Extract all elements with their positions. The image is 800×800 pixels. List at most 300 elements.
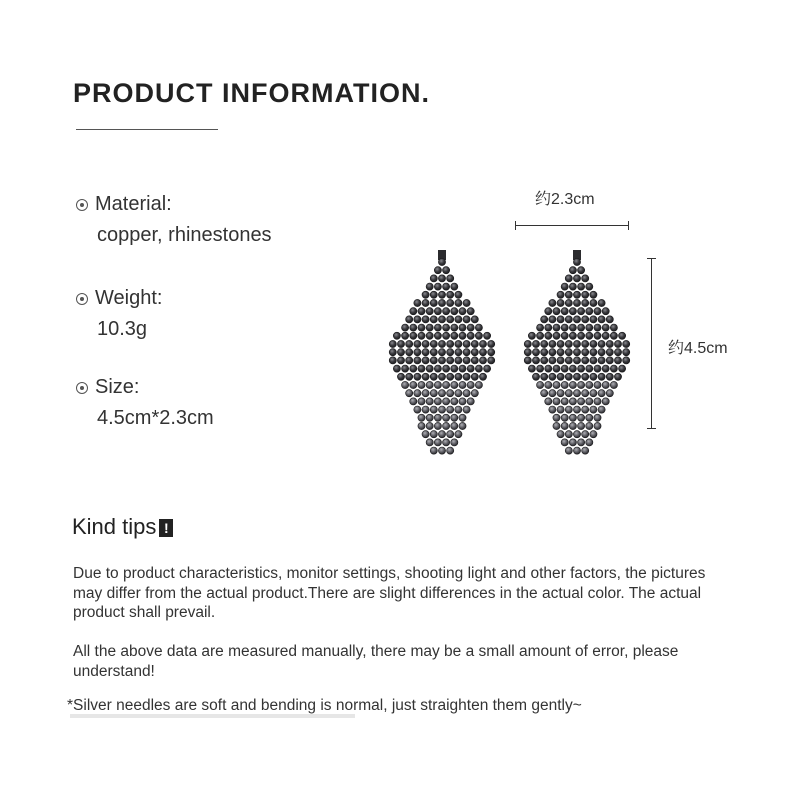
rhinestone (594, 324, 601, 331)
rhinestone (561, 308, 568, 315)
rhinestone (479, 373, 486, 380)
rhinestone (443, 365, 450, 372)
rhinestone (410, 308, 417, 315)
rhinestone (598, 373, 605, 380)
rhinestone (438, 291, 445, 298)
spec-label: Size: (95, 376, 140, 399)
rhinestone (565, 340, 572, 347)
rhinestone (573, 447, 580, 454)
rhinestone (561, 422, 568, 429)
rhinestone (406, 340, 413, 347)
rhinestone (578, 439, 585, 446)
rhinestone (606, 357, 613, 364)
rhinestone (410, 398, 417, 405)
rhinestone (422, 406, 429, 413)
rhinestone (573, 258, 580, 265)
page-title: PRODUCT INFORMATION. (73, 78, 430, 108)
rhinestone (422, 431, 429, 438)
rhinestone (443, 308, 450, 315)
rhinestone (553, 365, 560, 372)
width-dimension-label: 约2.3cm (535, 191, 595, 208)
rhinestone (488, 357, 495, 364)
rhinestone (557, 390, 564, 397)
rhinestone (434, 308, 441, 315)
rhinestone (451, 381, 458, 388)
rhinestone (479, 357, 486, 364)
rhinestone (594, 422, 601, 429)
rhinestone (582, 299, 589, 306)
rhinestone (578, 398, 585, 405)
rhinestone (389, 357, 396, 364)
rhinestone (471, 316, 478, 323)
rhinestone (418, 422, 425, 429)
rhinestone (557, 340, 564, 347)
rhinestone (524, 349, 531, 356)
rhinestone (598, 349, 605, 356)
rhinestone (565, 275, 572, 282)
rhinestone (426, 414, 433, 421)
rhinestone (578, 332, 585, 339)
rhinestone (590, 406, 597, 413)
rhinestone (573, 340, 580, 347)
rhinestone (578, 381, 585, 388)
rhinestone (397, 357, 404, 364)
rhinestone (545, 332, 552, 339)
rhinestone (393, 365, 400, 372)
rhinestone (619, 365, 626, 372)
rhinestone (475, 365, 482, 372)
rhinestone (447, 390, 454, 397)
rhinestone (467, 332, 474, 339)
rhinestone (582, 349, 589, 356)
rhinestone (578, 414, 585, 421)
rhinestone (406, 316, 413, 323)
rhinestone (443, 324, 450, 331)
rhinestone (569, 414, 576, 421)
rhinestone (573, 390, 580, 397)
rhinestone (434, 439, 441, 446)
rhinestone (402, 332, 409, 339)
rhinestone (434, 332, 441, 339)
rhinestone (418, 398, 425, 405)
rhinestone (561, 332, 568, 339)
rhinestone (426, 332, 433, 339)
rhinestone (578, 308, 585, 315)
rhinestone (414, 299, 421, 306)
rhinestone (573, 373, 580, 380)
rhinestone (545, 398, 552, 405)
rhinestone (438, 357, 445, 364)
rhinestone (598, 340, 605, 347)
rhinestone (455, 406, 462, 413)
rhinestone (582, 340, 589, 347)
rhinestone (582, 291, 589, 298)
kind-tips-heading (72, 514, 173, 540)
spec-label: Weight: (95, 287, 163, 310)
rhinestone (541, 373, 548, 380)
rhinestone (586, 308, 593, 315)
rhinestone (484, 332, 491, 339)
rhinestone (594, 398, 601, 405)
rhinestone (598, 357, 605, 364)
rhinestone (594, 332, 601, 339)
rhinestone (586, 283, 593, 290)
rhinestone (590, 431, 597, 438)
rhinestone (459, 422, 466, 429)
height-dimension-line (651, 258, 652, 429)
rhinestone (475, 381, 482, 388)
rhinestone (557, 431, 564, 438)
rhinestone (406, 390, 413, 397)
rhinestone (578, 422, 585, 429)
rhinestone (451, 308, 458, 315)
title-underline (76, 129, 218, 130)
rhinestone (447, 349, 454, 356)
rhinestone (553, 324, 560, 331)
rhinestone (594, 365, 601, 372)
rhinestone (569, 365, 576, 372)
rhinestone (471, 390, 478, 397)
rhinestone (459, 381, 466, 388)
rhinestone (582, 357, 589, 364)
rhinestone (586, 332, 593, 339)
rhinestone (578, 365, 585, 372)
rhinestone (451, 283, 458, 290)
rhinestone (459, 398, 466, 405)
rhinestone (541, 357, 548, 364)
rhinestone (598, 390, 605, 397)
rhinestone (463, 340, 470, 347)
rhinestone (614, 340, 621, 347)
rhinestone (471, 373, 478, 380)
rhinestone (414, 406, 421, 413)
rhinestone (590, 357, 597, 364)
rhinestone (471, 349, 478, 356)
rhinestone (447, 373, 454, 380)
rhinestone (447, 316, 454, 323)
rhinestone (569, 308, 576, 315)
rhinestone (443, 267, 450, 274)
rhinestone (389, 340, 396, 347)
rhinestone (569, 422, 576, 429)
spec-weight (76, 287, 162, 341)
rhinestone (561, 283, 568, 290)
rhinestone (586, 398, 593, 405)
rhinestone (463, 373, 470, 380)
rhinestone (414, 349, 421, 356)
circle-dot-icon (76, 199, 88, 211)
rhinestone (569, 283, 576, 290)
rhinestone (451, 332, 458, 339)
rhinestone (553, 381, 560, 388)
rhinestone (438, 390, 445, 397)
rhinestone (594, 308, 601, 315)
rhinestone (430, 275, 437, 282)
rhinestone (455, 291, 462, 298)
rhinestone (488, 349, 495, 356)
rhinestone (455, 299, 462, 306)
rhinestone (565, 390, 572, 397)
rhinestone (438, 316, 445, 323)
spec-value: copper, rhinestones (97, 224, 272, 247)
rhinestone (434, 414, 441, 421)
rhinestone (557, 349, 564, 356)
rhinestone (447, 291, 454, 298)
rhinestone (402, 381, 409, 388)
rhinestone (397, 373, 404, 380)
rhinestone (422, 349, 429, 356)
rhinestone (565, 316, 572, 323)
rhinestone (451, 365, 458, 372)
rhinestone (422, 340, 429, 347)
rhinestone (438, 299, 445, 306)
rhinestone (430, 406, 437, 413)
rhinestone (561, 414, 568, 421)
rhinestone (438, 431, 445, 438)
rhinestone (549, 299, 556, 306)
rhinestone (561, 365, 568, 372)
rhinestone (451, 439, 458, 446)
rhinestone (602, 324, 609, 331)
rhinestone (418, 324, 425, 331)
rhinestone (430, 390, 437, 397)
rhinestone (594, 381, 601, 388)
rhinestone (569, 439, 576, 446)
rhinestone (430, 316, 437, 323)
rhinestone (586, 381, 593, 388)
rhinestone (414, 316, 421, 323)
rhinestone (610, 332, 617, 339)
rhinestone (459, 365, 466, 372)
rhinestone (606, 316, 613, 323)
rhinestone (541, 340, 548, 347)
rhinestone (606, 349, 613, 356)
rhinestone (573, 357, 580, 364)
rhinestone (586, 414, 593, 421)
rhinestone (393, 332, 400, 339)
rhinestone (455, 340, 462, 347)
rhinestone (422, 390, 429, 397)
rhinestone (488, 340, 495, 347)
rhinestone (426, 422, 433, 429)
rhinestone (455, 316, 462, 323)
rhinestone (463, 406, 470, 413)
rhinestone (553, 414, 560, 421)
rhinestone (447, 299, 454, 306)
rhinestone (541, 390, 548, 397)
rhinestone (561, 439, 568, 446)
rhinestone (532, 357, 539, 364)
rhinestone (582, 447, 589, 454)
rhinestone (557, 357, 564, 364)
rhinestone (590, 340, 597, 347)
rhinestone (582, 390, 589, 397)
rhinestone (463, 316, 470, 323)
rhinestone (467, 381, 474, 388)
rhinestone (586, 324, 593, 331)
rhinestone (532, 373, 539, 380)
rhinestone (451, 414, 458, 421)
rhinestone (430, 447, 437, 454)
rhinestone (582, 373, 589, 380)
rhinestone (545, 381, 552, 388)
rhinestone (586, 439, 593, 446)
rhinestone (447, 357, 454, 364)
rhinestone (565, 357, 572, 364)
rhinestone (451, 324, 458, 331)
rhinestone (602, 365, 609, 372)
rhinestone (467, 365, 474, 372)
tips-paragraph: Due to product characteristics, monitor settings, shooting light and other factors, the pictures may differ from the actual product.There are slight differences in the actual color. The actual product shall prevail. (73, 565, 706, 621)
rhinestone (524, 357, 531, 364)
spec-material (76, 193, 272, 247)
rhinestone (528, 332, 535, 339)
rhinestone (598, 299, 605, 306)
rhinestone (451, 398, 458, 405)
rhinestone (528, 365, 535, 372)
rhinestone (590, 349, 597, 356)
rhinestone (434, 422, 441, 429)
rhinestone (430, 291, 437, 298)
rhinestone (557, 316, 564, 323)
rhinestone (447, 447, 454, 454)
height-dimension-label: 约4.5cm (668, 340, 728, 357)
rhinestone (438, 447, 445, 454)
rhinestone (455, 357, 462, 364)
rhinestone (549, 316, 556, 323)
rhinestone (590, 299, 597, 306)
rhinestone (537, 381, 544, 388)
rhinestone (602, 332, 609, 339)
left-earring (389, 250, 495, 454)
rhinestone (606, 373, 613, 380)
rhinestone (573, 275, 580, 282)
rhinestone (610, 381, 617, 388)
rhinestone (614, 349, 621, 356)
rhinestone (434, 324, 441, 331)
rhinestone (557, 406, 564, 413)
rhinestone (410, 324, 417, 331)
rhinestone (582, 316, 589, 323)
rhinestone (623, 349, 630, 356)
rhinestone (443, 332, 450, 339)
rhinestone (573, 291, 580, 298)
rhinestone (451, 422, 458, 429)
rhinestone (573, 349, 580, 356)
rhinestone (565, 291, 572, 298)
rhinestone (447, 431, 454, 438)
rhinestone (430, 299, 437, 306)
rhinestone (443, 422, 450, 429)
rhinestone (434, 398, 441, 405)
rhinestone (389, 349, 396, 356)
rhinestone (475, 324, 482, 331)
rhinestone (602, 381, 609, 388)
rhinestone (479, 349, 486, 356)
rhinestone (565, 299, 572, 306)
rhinestone (549, 349, 556, 356)
rhinestone (545, 324, 552, 331)
rhinestone (459, 414, 466, 421)
rhinestone (541, 349, 548, 356)
rhinestone (434, 381, 441, 388)
rhinestone (590, 390, 597, 397)
rhinestone (561, 381, 568, 388)
rhinestone (397, 349, 404, 356)
rhinestone (606, 340, 613, 347)
rhinestone (418, 308, 425, 315)
rhinestone (590, 291, 597, 298)
rhinestone (545, 365, 552, 372)
rhinestone (422, 299, 429, 306)
rhinestone (438, 340, 445, 347)
rhinestone (459, 324, 466, 331)
rhinestone (573, 431, 580, 438)
rhinestone (447, 340, 454, 347)
rhinestone (426, 381, 433, 388)
rhinestone (414, 357, 421, 364)
circle-dot-icon (76, 293, 88, 305)
rhinestone (610, 365, 617, 372)
rhinestone (623, 357, 630, 364)
width-dimension-line (515, 225, 629, 226)
rhinestone (426, 439, 433, 446)
rhinestone (459, 332, 466, 339)
rhinestone (426, 398, 433, 405)
rhinestone (561, 398, 568, 405)
rhinestone (569, 381, 576, 388)
rhinestone (565, 373, 572, 380)
rhinestone (471, 340, 478, 347)
rhinestone (549, 373, 556, 380)
rhinestone (422, 291, 429, 298)
rhinestone (430, 373, 437, 380)
rhinestone (402, 324, 409, 331)
needle-note: *Silver needles are soft and bending is normal, just straighten them gently~ (67, 697, 582, 714)
rhinestone (463, 357, 470, 364)
rhinestone (455, 390, 462, 397)
rhinestone (459, 308, 466, 315)
rhinestone (414, 390, 421, 397)
rhinestone (475, 332, 482, 339)
rhinestone (532, 349, 539, 356)
rhinestone (426, 365, 433, 372)
rhinestone (426, 324, 433, 331)
spec-value: 10.3g (97, 318, 148, 341)
rhinestone (573, 316, 580, 323)
circle-dot-icon (76, 382, 88, 394)
rhinestone (623, 340, 630, 347)
spec-value: 4.5cm*2.3cm (97, 407, 214, 430)
rhinestone (569, 332, 576, 339)
rhinestone (553, 398, 560, 405)
rhinestone (434, 365, 441, 372)
rhinestone (443, 398, 450, 405)
tips-paragraph: All the above data are measured manually, there may be a small amount of error, please understand! (73, 643, 679, 680)
rhinestone (479, 340, 486, 347)
exclamation-icon: ! (159, 519, 173, 537)
rhinestone (406, 357, 413, 364)
rhinestone (565, 349, 572, 356)
rhinestone (590, 316, 597, 323)
rhinestone (602, 308, 609, 315)
spec-label: Material: (95, 193, 172, 216)
rhinestone (602, 398, 609, 405)
rhinestone (541, 316, 548, 323)
rhinestone (598, 406, 605, 413)
rhinestone (426, 308, 433, 315)
rhinestone (586, 422, 593, 429)
